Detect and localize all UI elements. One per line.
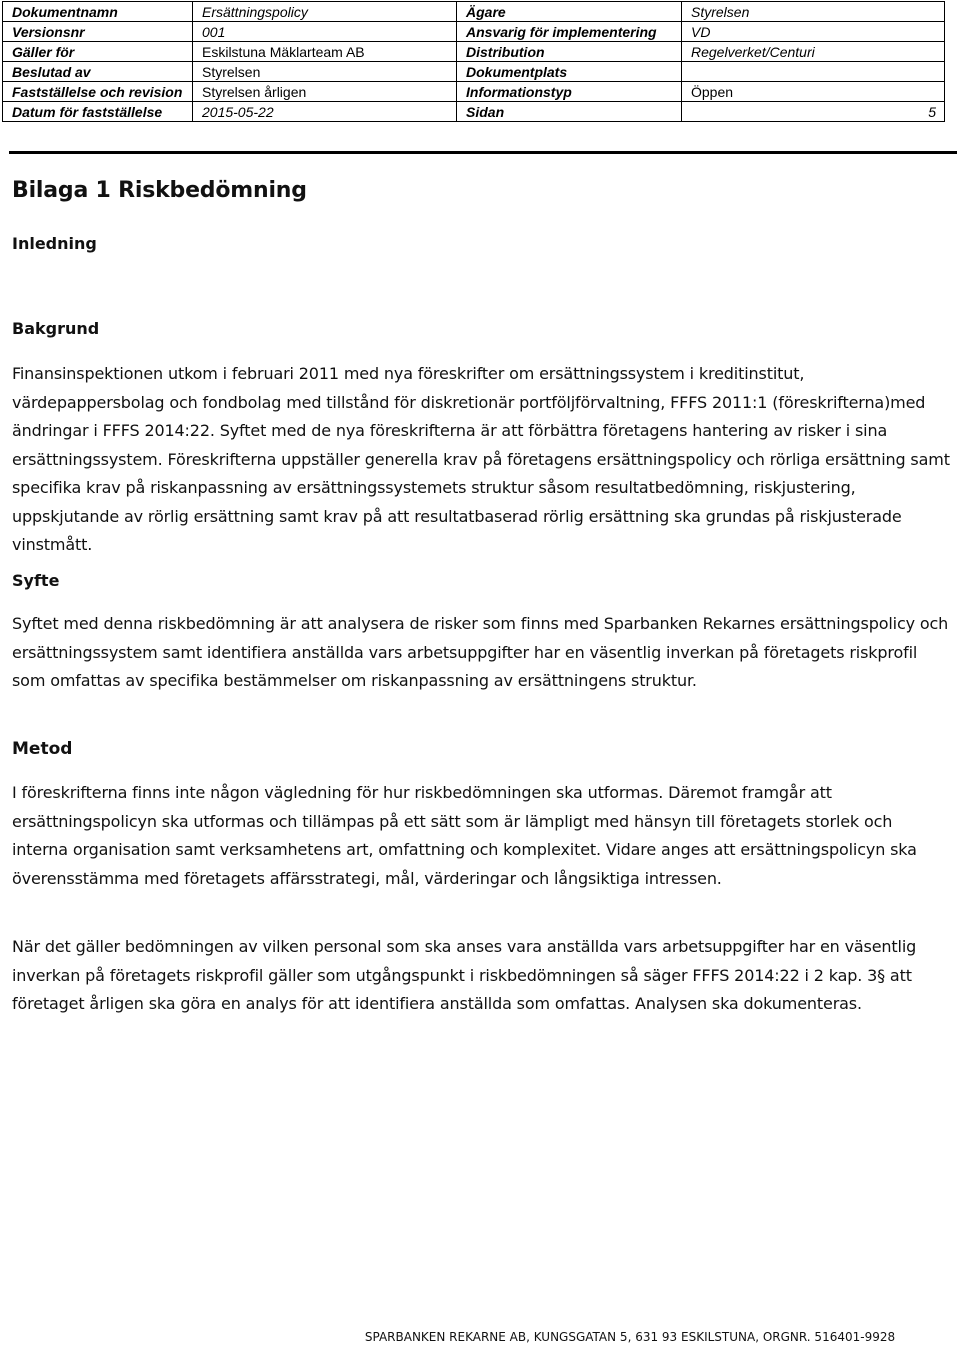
meta-key: Beslutad av <box>3 62 193 82</box>
meta-key: Dokumentplats <box>457 62 682 82</box>
meta-row <box>3 62 945 82</box>
meta-value: Eskilstuna Mäklarteam AB <box>193 42 457 62</box>
section-heading-metod: Metod <box>12 739 73 759</box>
page-title: Bilaga 1 Riskbedömning <box>12 178 307 203</box>
meta-key: Gäller för <box>3 42 193 62</box>
meta-value: Styrelsen <box>682 2 945 22</box>
meta-value: Styrelsen årligen <box>193 82 457 102</box>
meta-value: Öppen <box>682 82 945 102</box>
meta-row <box>3 102 945 122</box>
section-heading-inledning: Inledning <box>12 234 97 253</box>
meta-value: VD <box>682 22 945 42</box>
meta-value: 001 <box>193 22 457 42</box>
meta-row <box>3 42 945 62</box>
section-heading-syfte: Syfte <box>12 571 60 590</box>
paragraph-syfte: Syftet med denna riskbedömning är att analysera de risker som finns med Sparbanken Rekarnes ersättningspolicy och ersättningssystem samt identifiera anställda vars arbetsuppgifter har en väsentlig inverkan på företagets riskprofil som omfattas av specifika bestämmelser om riskanpassning av ersättningens struktur. <box>12 614 949 690</box>
meta-key: Dokumentnamn <box>3 2 193 22</box>
page-number: 5 <box>682 102 945 122</box>
header-divider <box>9 151 957 154</box>
meta-value: Regelverket/Centuri <box>682 42 945 62</box>
meta-key: Distribution <box>457 42 682 62</box>
meta-value: Ersättningspolicy <box>193 2 457 22</box>
meta-key: Ägare <box>457 2 682 22</box>
document-meta-table <box>2 1 945 122</box>
meta-key: Informationstyp <box>457 82 682 102</box>
meta-key: Versionsnr <box>3 22 193 42</box>
meta-row <box>3 2 945 22</box>
meta-key: Ansvarig för implementering <box>457 22 682 42</box>
section-heading-bakgrund: Bakgrund <box>12 319 100 338</box>
meta-key: Fastställelse och revision <box>3 82 193 102</box>
paragraph-bakgrund: Finansinspektionen utkom i februari 2011 med nya föreskrifter om ersättningssystem i kreditinstitut, värdepappersbolag och fondbolag med tillstånd för diskretionär portföljförvaltning, FFFS 2011:1 (föreskrifterna)med ändringar i FFFS 2014:22. Syftet med de nya föreskrifterna är att förbättra företagens hantering av risker i sina ersättningssystem. Föreskrifterna uppställer generella krav på företagens ersättningspolicy och rörliga ersättning samt specifika krav på riskanpassning av ersättningssystemets struktur såsom resultatbedömning, riskjustering, uppskjutande av rörlig ersättning samt krav på att resultatbaserad rörlig ersättning ska grundas på riskjusterade vinstmått. <box>12 364 950 554</box>
meta-row <box>3 22 945 42</box>
paragraph-metod-1: I föreskrifterna finns inte någon vägledning för hur riskbedömningen ska utformas. Däremot framgår att ersättningspolicyn ska utformas och tillämpas på ett sätt som är lämpligt med hänsyn till företagets storlek och interna organisation samt verksamhetens art, omfattning och komplexitet. Vidare anges att ersättningspolicyn ska överensstämma med företagets affärsstrategi, mål, värderingar och långsiktiga intressen. <box>12 783 917 888</box>
page-footer: SPARBANKEN REKARNE AB, KUNGSGATAN 5, 631 93 ESKILSTUNA, ORGNR. 516401-9928 <box>364 1330 896 1344</box>
meta-key: Sidan <box>457 102 682 122</box>
meta-row <box>3 82 945 102</box>
meta-value <box>682 62 945 82</box>
meta-value: Styrelsen <box>193 62 457 82</box>
meta-value: 2015-05-22 <box>193 102 457 122</box>
paragraph-metod-2: När det gäller bedömningen av vilken personal som ska anses vara anställda vars arbetsuppgifter har en väsentlig inverkan på företagets riskprofil gäller som utgångspunkt i riskbedömningen så säger FFFS 2014:22 i 2 kap. 3§ att företaget årligen ska göra en analys för att identifiera anställda som omfattas. Analysen ska dokumenteras. <box>12 937 917 1013</box>
meta-key: Datum för fastställelse <box>3 102 193 122</box>
